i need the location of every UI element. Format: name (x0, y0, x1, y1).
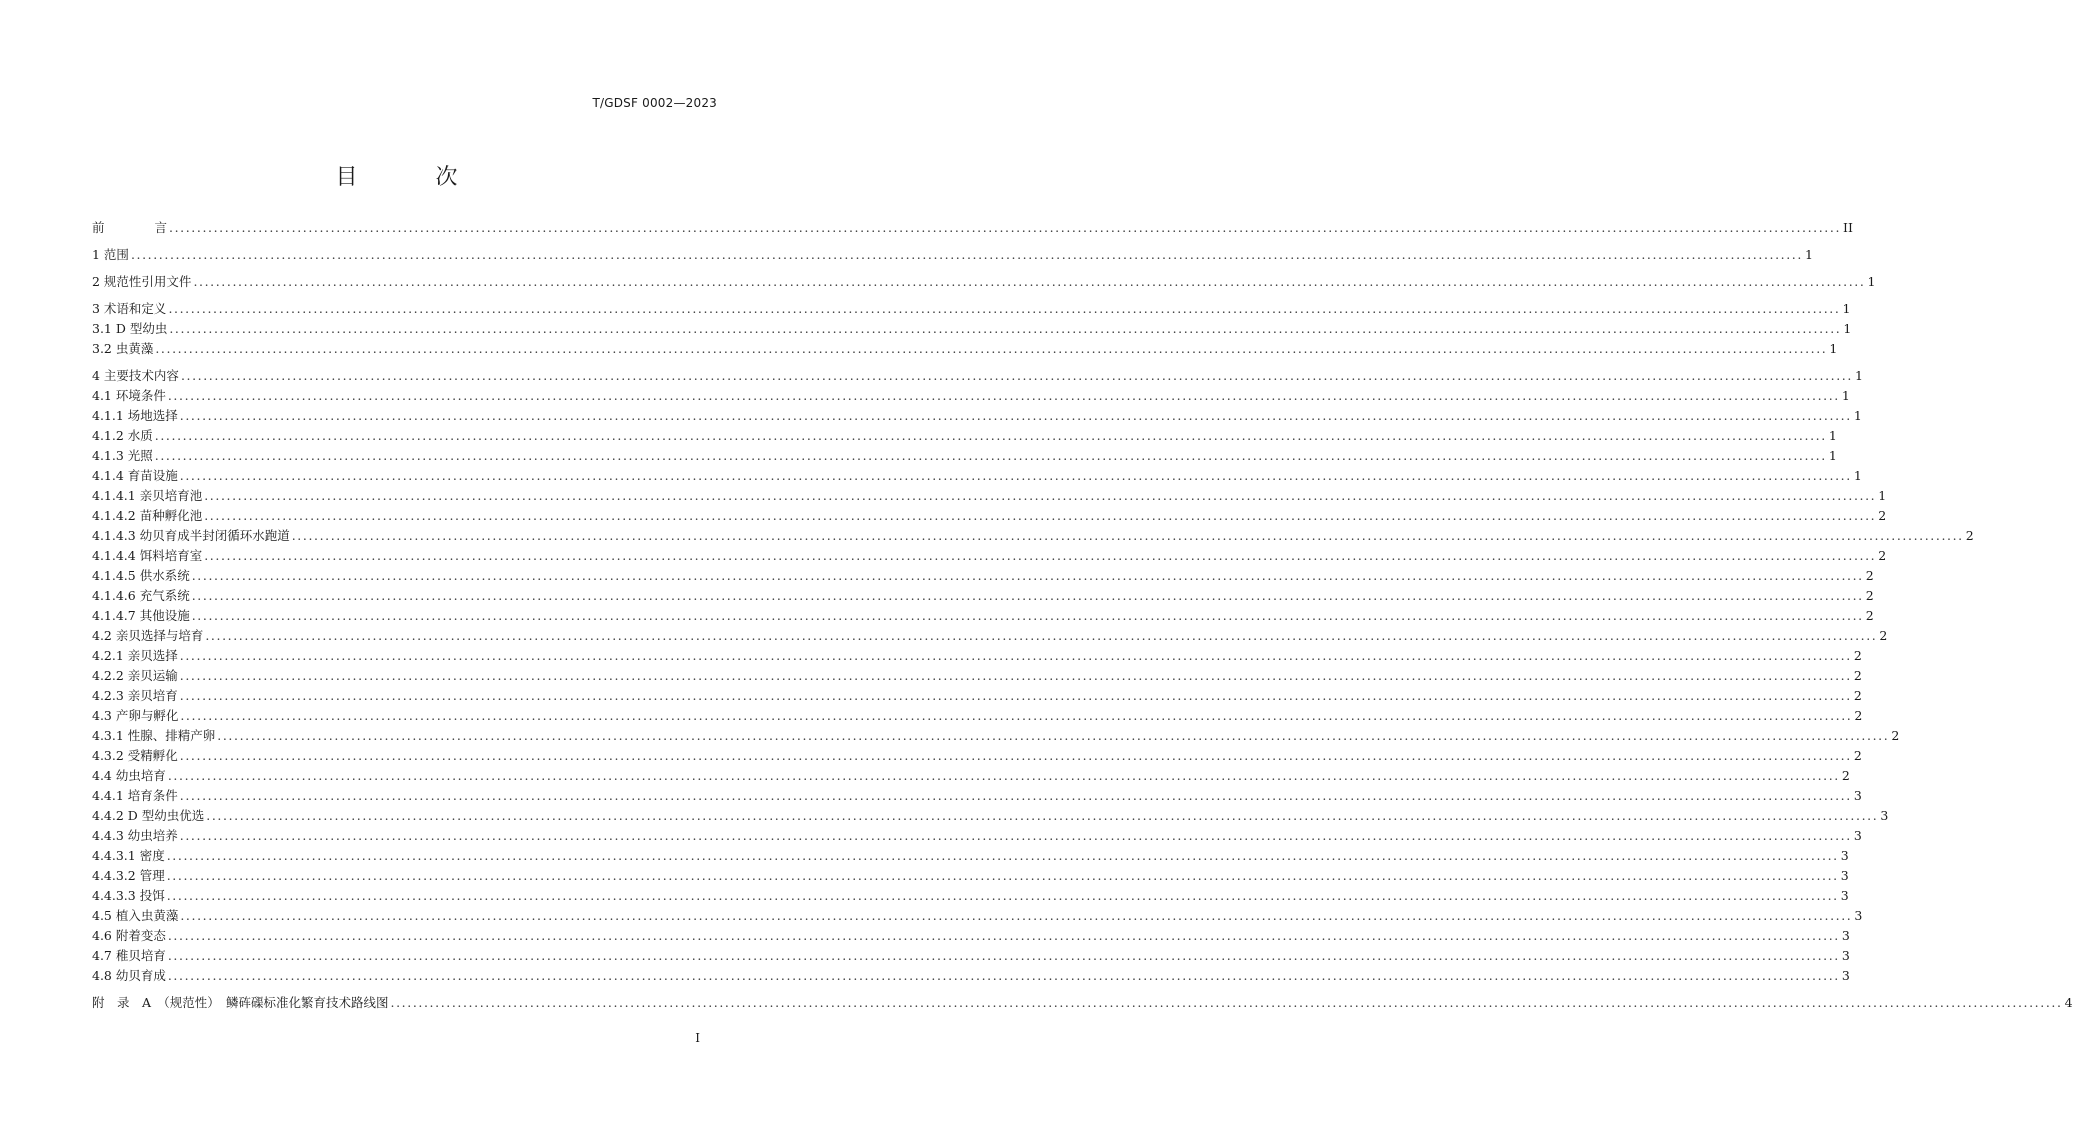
toc-entry[interactable] (92, 586, 1874, 606)
toc-entry-page: 3 (1840, 888, 1849, 903)
toc-entry-page: 3 (1841, 968, 1850, 983)
toc-entry[interactable] (92, 726, 1900, 746)
toc-entry[interactable] (92, 906, 1863, 926)
toc-entry-title: 4.4 幼虫培育 (92, 768, 166, 783)
toc-entry[interactable] (92, 526, 1974, 546)
toc-entry-page: 2 (1853, 668, 1862, 683)
toc-entry-title: 4.4.3.2 管理 (92, 868, 165, 883)
toc-entry-page: 2 (1854, 708, 1863, 723)
dot-leader: ............................................................................................................................................................................................................................................................................................................ (166, 848, 1839, 863)
toc-entry-title: 3.2 虫黄藻 (92, 341, 154, 356)
dot-leader: ............................................................................................................................................................................................................................................................................................................ (179, 788, 1852, 803)
toc-entry-page: 1 (1805, 247, 1813, 262)
toc-entry[interactable] (92, 426, 1837, 446)
toc-entry[interactable] (92, 866, 1849, 886)
toc-entry-page: 2 (1878, 508, 1887, 523)
dot-leader: ............................................................................................................................................................................................................................................................................................................ (167, 928, 1840, 943)
toc-entry-title: 4.3 产卵与孵化 (92, 708, 179, 723)
toc-entry-page: 2 (1841, 768, 1850, 783)
dot-leader: ............................................................................................................................................................................................................................................................................................................ (155, 341, 1828, 356)
toc-entry[interactable] (92, 406, 1862, 426)
toc-entry-page: 3 (1880, 808, 1889, 823)
toc-entry-page: 2 (1853, 748, 1862, 763)
toc-entry-title: 4.6 附着变态 (92, 928, 166, 943)
toc-entry[interactable] (92, 272, 1876, 292)
toc-entry-title: 4.8 幼贝育成 (92, 968, 166, 983)
toc-entry-page: 1 (1855, 368, 1863, 383)
dot-leader: ............................................................................................................................................................................................................................................................................................................ (169, 220, 1842, 235)
toc-entry[interactable] (92, 846, 1849, 866)
toc-entry[interactable] (92, 319, 1852, 339)
toc-entry-title: 4.1.3 光照 (92, 448, 153, 463)
dot-leader: ............................................................................................................................................................................................................................................................................................................ (167, 388, 1840, 403)
toc-entry-page: 3 (1840, 848, 1849, 863)
toc-entry-page: 1 (1853, 408, 1862, 423)
toc-entry-title: 4.1.4.5 供水系统 (92, 568, 190, 583)
toc-entry-page: 1 (1878, 488, 1887, 503)
toc-entry[interactable] (92, 666, 1862, 686)
toc-entry[interactable] (92, 706, 1863, 726)
toc-entry-title: 4.2.1 亲贝选择 (92, 648, 178, 663)
toc-entry-title: 4.3.1 性腺、排精产卵 (92, 728, 216, 743)
toc-entry-title: 4.1.4 育苗设施 (92, 468, 178, 483)
toc-entry-title: 2 规范性引用文件 (92, 274, 192, 289)
toc-entry-page: 1 (1853, 468, 1862, 483)
toc-entry[interactable] (92, 566, 1874, 586)
document-code: T/GDSF 0002—2023 (592, 96, 717, 110)
toc-entry-title: 4.4.3 幼虫培养 (92, 828, 178, 843)
dot-leader: ............................................................................................................................................................................................................................................................................................................ (167, 768, 1840, 783)
toc-entry[interactable] (92, 245, 1813, 265)
toc-entry[interactable] (92, 626, 1888, 646)
dot-leader: ............................................................................................................................................................................................................................................................................................................ (180, 708, 1853, 723)
toc-entry-title: 4.5 植入虫黄藻 (92, 908, 179, 923)
toc-entry[interactable] (92, 993, 2073, 1013)
dot-leader: ............................................................................................................................................................................................................................................................................................................ (179, 668, 1852, 683)
toc-entry-page: 3 (1853, 788, 1862, 803)
page-number: I (695, 1031, 700, 1045)
toc-entry-title: 4.2 亲贝选择与培育 (92, 628, 204, 643)
dot-leader: ............................................................................................................................................................................................................................................................................................................ (204, 508, 1877, 523)
toc-entry-page: 2 (1891, 728, 1900, 743)
toc-entry-page: 1 (1828, 428, 1837, 443)
dot-leader: ............................................................................................................................................................................................................................................................................................................ (166, 888, 1839, 903)
toc-entry-page: 2 (1865, 568, 1874, 583)
toc-entry-title: 4.1.4.3 幼贝育成半封闭循环水跑道 (92, 528, 290, 543)
toc-entry-title: 4.1.4.6 充气系统 (92, 588, 190, 603)
toc-entry-page: 2 (1865, 608, 1874, 623)
dot-leader: ............................................................................................................................................................................................................................................................................................................ (206, 808, 1879, 823)
toc-entry-title: 前 言 (92, 220, 168, 235)
toc-entry-title: 4.1 环境条件 (92, 388, 166, 403)
dot-leader: ............................................................................................................................................................................................................................................................................................................ (179, 408, 1852, 423)
toc-entry[interactable] (92, 686, 1862, 706)
toc-entry-title: 4.4.1 培育条件 (92, 788, 178, 803)
toc-entry-title: 4.4.3.1 密度 (92, 848, 165, 863)
dot-leader: ............................................................................................................................................................................................................................................................................................................ (180, 368, 1853, 383)
toc-entry-page: 3 (1854, 908, 1863, 923)
toc-entry-page: 1 (1841, 388, 1850, 403)
toc-entry-title: 4.2.2 亲贝运输 (92, 668, 178, 683)
toc-entry-page: 1 (1829, 341, 1838, 356)
toc-entry-page: 3 (1853, 828, 1862, 843)
toc-entry[interactable] (92, 646, 1862, 666)
toc-entry[interactable] (92, 339, 1838, 359)
dot-leader: ............................................................................................................................................................................................................................................................................................................ (168, 301, 1841, 316)
toc-entry-title: 1 范围 (92, 247, 129, 262)
toc-entry-title: 4.1.4.1 亲贝培育池 (92, 488, 203, 503)
toc-entry-title: 4.7 稚贝培育 (92, 948, 166, 963)
toc-entry-page: 1 (1867, 274, 1876, 289)
dot-leader: ............................................................................................................................................................................................................................................................................................................ (167, 948, 1840, 963)
toc-entry-page: 3 (1841, 948, 1850, 963)
toc-entry-title: 附 录 A （规范性） 鳞砗磲标准化繁育技术路线图 (92, 995, 389, 1010)
toc-entry[interactable] (92, 218, 1853, 238)
toc-entry[interactable] (92, 386, 1850, 406)
dot-leader: ............................................................................................................................................................................................................................................................................................................ (179, 828, 1852, 843)
dot-leader: ............................................................................................................................................................................................................................................................................................................ (130, 247, 1803, 262)
toc-entry-page: 2 (1853, 688, 1862, 703)
toc-entry-title: 4.3.2 受精孵化 (92, 748, 178, 763)
dot-leader: ............................................................................................................................................................................................................................................................................................................ (193, 274, 1866, 289)
toc-entry[interactable] (92, 806, 1889, 826)
dot-leader: ............................................................................................................................................................................................................................................................................................................ (179, 688, 1852, 703)
dot-leader: ............................................................................................................................................................................................................................................................................................................ (191, 608, 1864, 623)
toc-entry-title: 4.1.4.2 苗种孵化池 (92, 508, 203, 523)
toc-entry-page: 2 (1853, 648, 1862, 663)
toc-entry[interactable] (92, 766, 1850, 786)
table-of-contents (92, 218, 2073, 1013)
page-title: 目 次 (335, 165, 486, 190)
toc-entry[interactable] (92, 966, 1850, 986)
toc-entry-title: 4.1.4.7 其他设施 (92, 608, 190, 623)
toc-entry[interactable] (92, 546, 1887, 566)
toc-entry-page: 1 (1843, 321, 1852, 336)
toc-entry-title: 4.2.3 亲贝培育 (92, 688, 178, 703)
toc-entry[interactable] (92, 466, 1862, 486)
dot-leader: ............................................................................................................................................................................................................................................................................................................ (205, 628, 1878, 643)
toc-entry[interactable] (92, 746, 1862, 766)
dot-leader: ............................................................................................................................................................................................................................................................................................................ (204, 548, 1877, 563)
dot-leader: ............................................................................................................................................................................................................................................................................................................ (291, 528, 1964, 543)
dot-leader: ............................................................................................................................................................................................................................................................................................................ (180, 908, 1853, 923)
toc-entry-page: 4 (2064, 995, 2073, 1010)
toc-entry-page: 1 (1842, 301, 1851, 316)
toc-entry[interactable] (92, 606, 1874, 626)
toc-entry[interactable] (92, 886, 1849, 906)
dot-leader: ............................................................................................................................................................................................................................................................................................................ (179, 468, 1852, 483)
toc-entry-title: 4 主要技术内容 (92, 368, 179, 383)
toc-entry-page: 2 (1865, 588, 1874, 603)
toc-entry[interactable] (92, 299, 1851, 319)
toc-entry-page: 2 (1965, 528, 1974, 543)
toc-entry[interactable] (92, 446, 1837, 466)
toc-entry[interactable] (92, 786, 1862, 806)
toc-entry-title: 3 术语和定义 (92, 301, 167, 316)
toc-entry-page: 1 (1828, 448, 1837, 463)
dot-leader: ............................................................................................................................................................................................................................................................................................................ (191, 568, 1864, 583)
dot-leader: ............................................................................................................................................................................................................................................................................................................ (390, 995, 2063, 1010)
dot-leader: ............................................................................................................................................................................................................................................................................................................ (179, 648, 1852, 663)
dot-leader: ............................................................................................................................................................................................................................................................................................................ (154, 428, 1827, 443)
dot-leader: ............................................................................................................................................................................................................................................................................................................ (154, 448, 1827, 463)
toc-entry-page: II (1843, 220, 1853, 235)
toc-entry-title: 4.1.2 水质 (92, 428, 153, 443)
toc-entry[interactable] (92, 946, 1850, 966)
toc-entry-page: 3 (1840, 868, 1849, 883)
dot-leader: ............................................................................................................................................................................................................................................................................................................ (167, 968, 1840, 983)
dot-leader: ............................................................................................................................................................................................................................................................................................................ (204, 488, 1877, 503)
dot-leader: ............................................................................................................................................................................................................................................................................................................ (217, 728, 1890, 743)
dot-leader: ............................................................................................................................................................................................................................................................................................................ (179, 748, 1852, 763)
toc-entry[interactable] (92, 366, 1863, 386)
toc-entry[interactable] (92, 926, 1850, 946)
toc-entry-title: 3.1 D 型幼虫 (92, 321, 168, 336)
toc-entry-title: 4.4.3.3 投饵 (92, 888, 165, 903)
toc-entry-page: 2 (1879, 628, 1888, 643)
toc-entry[interactable] (92, 506, 1887, 526)
toc-entry-title: 4.1.4.4 饵料培育室 (92, 548, 203, 563)
dot-leader: ............................................................................................................................................................................................................................................................................................................ (169, 321, 1842, 336)
dot-leader: ............................................................................................................................................................................................................................................................................................................ (166, 868, 1839, 883)
toc-entry[interactable] (92, 826, 1862, 846)
toc-entry-title: 4.1.1 场地选择 (92, 408, 178, 423)
toc-entry-page: 3 (1841, 928, 1850, 943)
toc-entry-page: 2 (1878, 548, 1887, 563)
toc-entry-title: 4.4.2 D 型幼虫优选 (92, 808, 205, 823)
dot-leader: ............................................................................................................................................................................................................................................................................................................ (191, 588, 1864, 603)
toc-entry[interactable] (92, 486, 1887, 506)
